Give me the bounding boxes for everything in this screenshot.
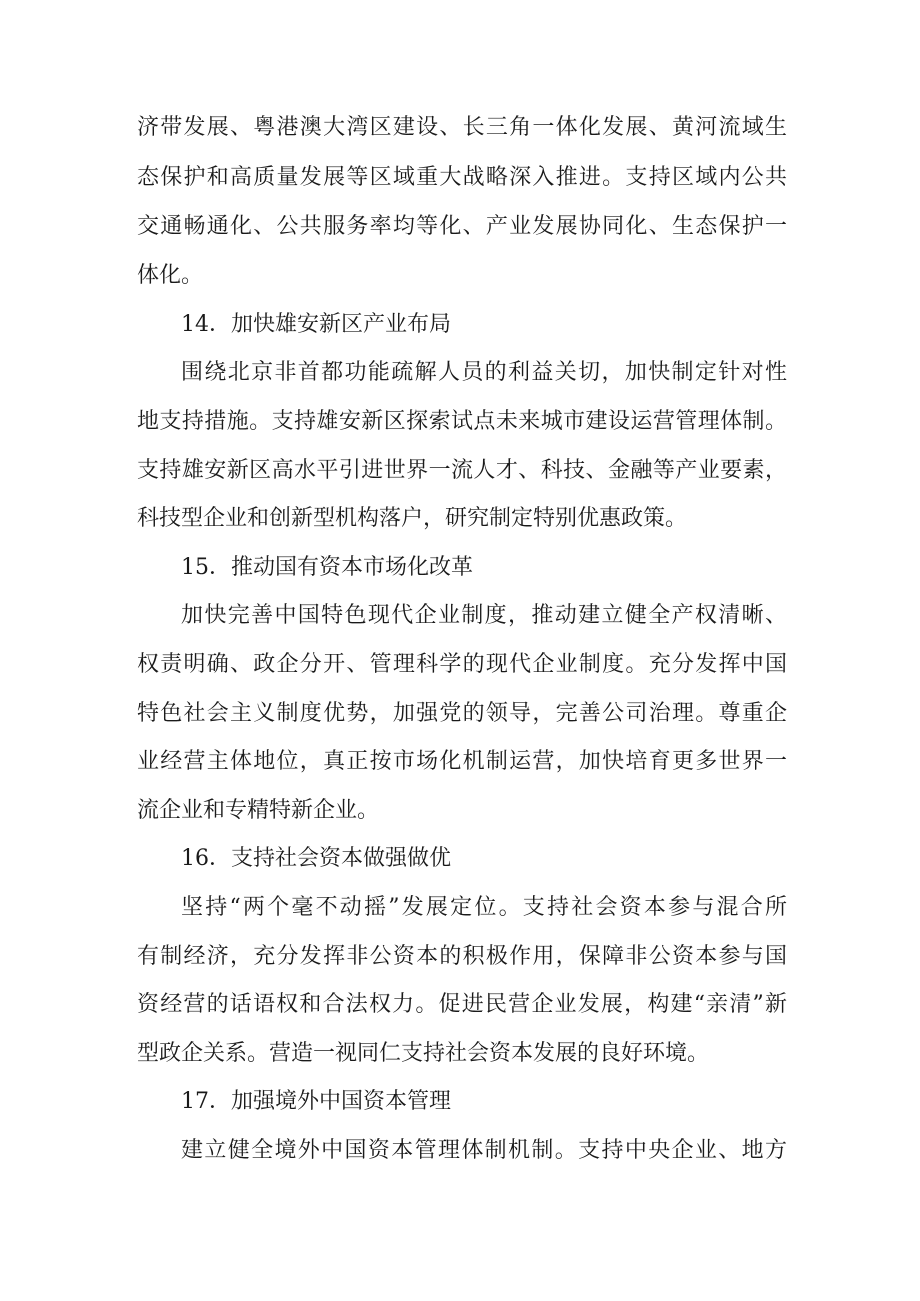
paragraph-line: 资经营的话语权和合法权力。促进民营企业发展，构建“亲清”新 [137,992,787,1017]
paragraph-line: 地支持措施。支持雄安新区探索试点未来城市建设运营管理体制。 [137,409,787,434]
paragraph-line: 权责明确、政企分开、管理科学的现代企业制度。充分发挥中国 [137,652,787,677]
paragraph-line: 态保护和高质量发展等区域重大战略深入推进。支持区域内公共 [137,165,787,190]
paragraph-line: 特色社会主义制度优势，加强党的领导，完善公司治理。尊重企 [137,701,787,726]
section-heading-17: 17．加强境外中国资本管理 [181,1089,451,1114]
paragraph-line: 坚持“两个毫不动摇”发展定位。支持社会资本参与混合所 [181,895,787,920]
paragraph-line: 业经营主体地位，真正按市场化机制运营，加快培育更多世界一 [137,749,787,774]
paragraph-line: 建立健全境外中国资本管理体制机制。支持中央企业、地方 [181,1138,787,1163]
paragraph-line: 加快完善中国特色现代企业制度，推动建立健全产权清晰、 [181,603,787,628]
paragraph-line: 支持雄安新区高水平引进世界一流人才、科技、金融等产业要素， [137,458,787,483]
section-heading-14: 14．加快雄安新区产业布局 [181,312,451,337]
section-heading-16: 16．支持社会资本做强做优 [181,846,451,871]
paragraph-line: 交通畅通化、公共服务率均等化、产业发展协同化、生态保护一 [137,214,787,239]
paragraph-line: 流企业和专精特新企业。 [137,798,380,823]
section-heading-15: 15．推动国有资本市场化改革 [181,555,473,580]
paragraph-line: 济带发展、粤港澳大湾区建设、长三角一体化发展、黄河流域生 [137,115,787,140]
paragraph-line: 有制经济，充分发挥非公资本的积极作用，保障非公资本参与国 [137,944,787,969]
paragraph-line: 围绕北京非首都功能疏解人员的利益关切，加快制定针对性 [181,360,787,385]
paragraph-line: 型政企关系。营造一视同仁支持社会资本发展的良好环境。 [137,1041,710,1066]
paragraph-line: 科技型企业和创新型机构落户，研究制定特别优惠政策。 [137,506,688,531]
paragraph-line: 体化。 [137,263,204,288]
